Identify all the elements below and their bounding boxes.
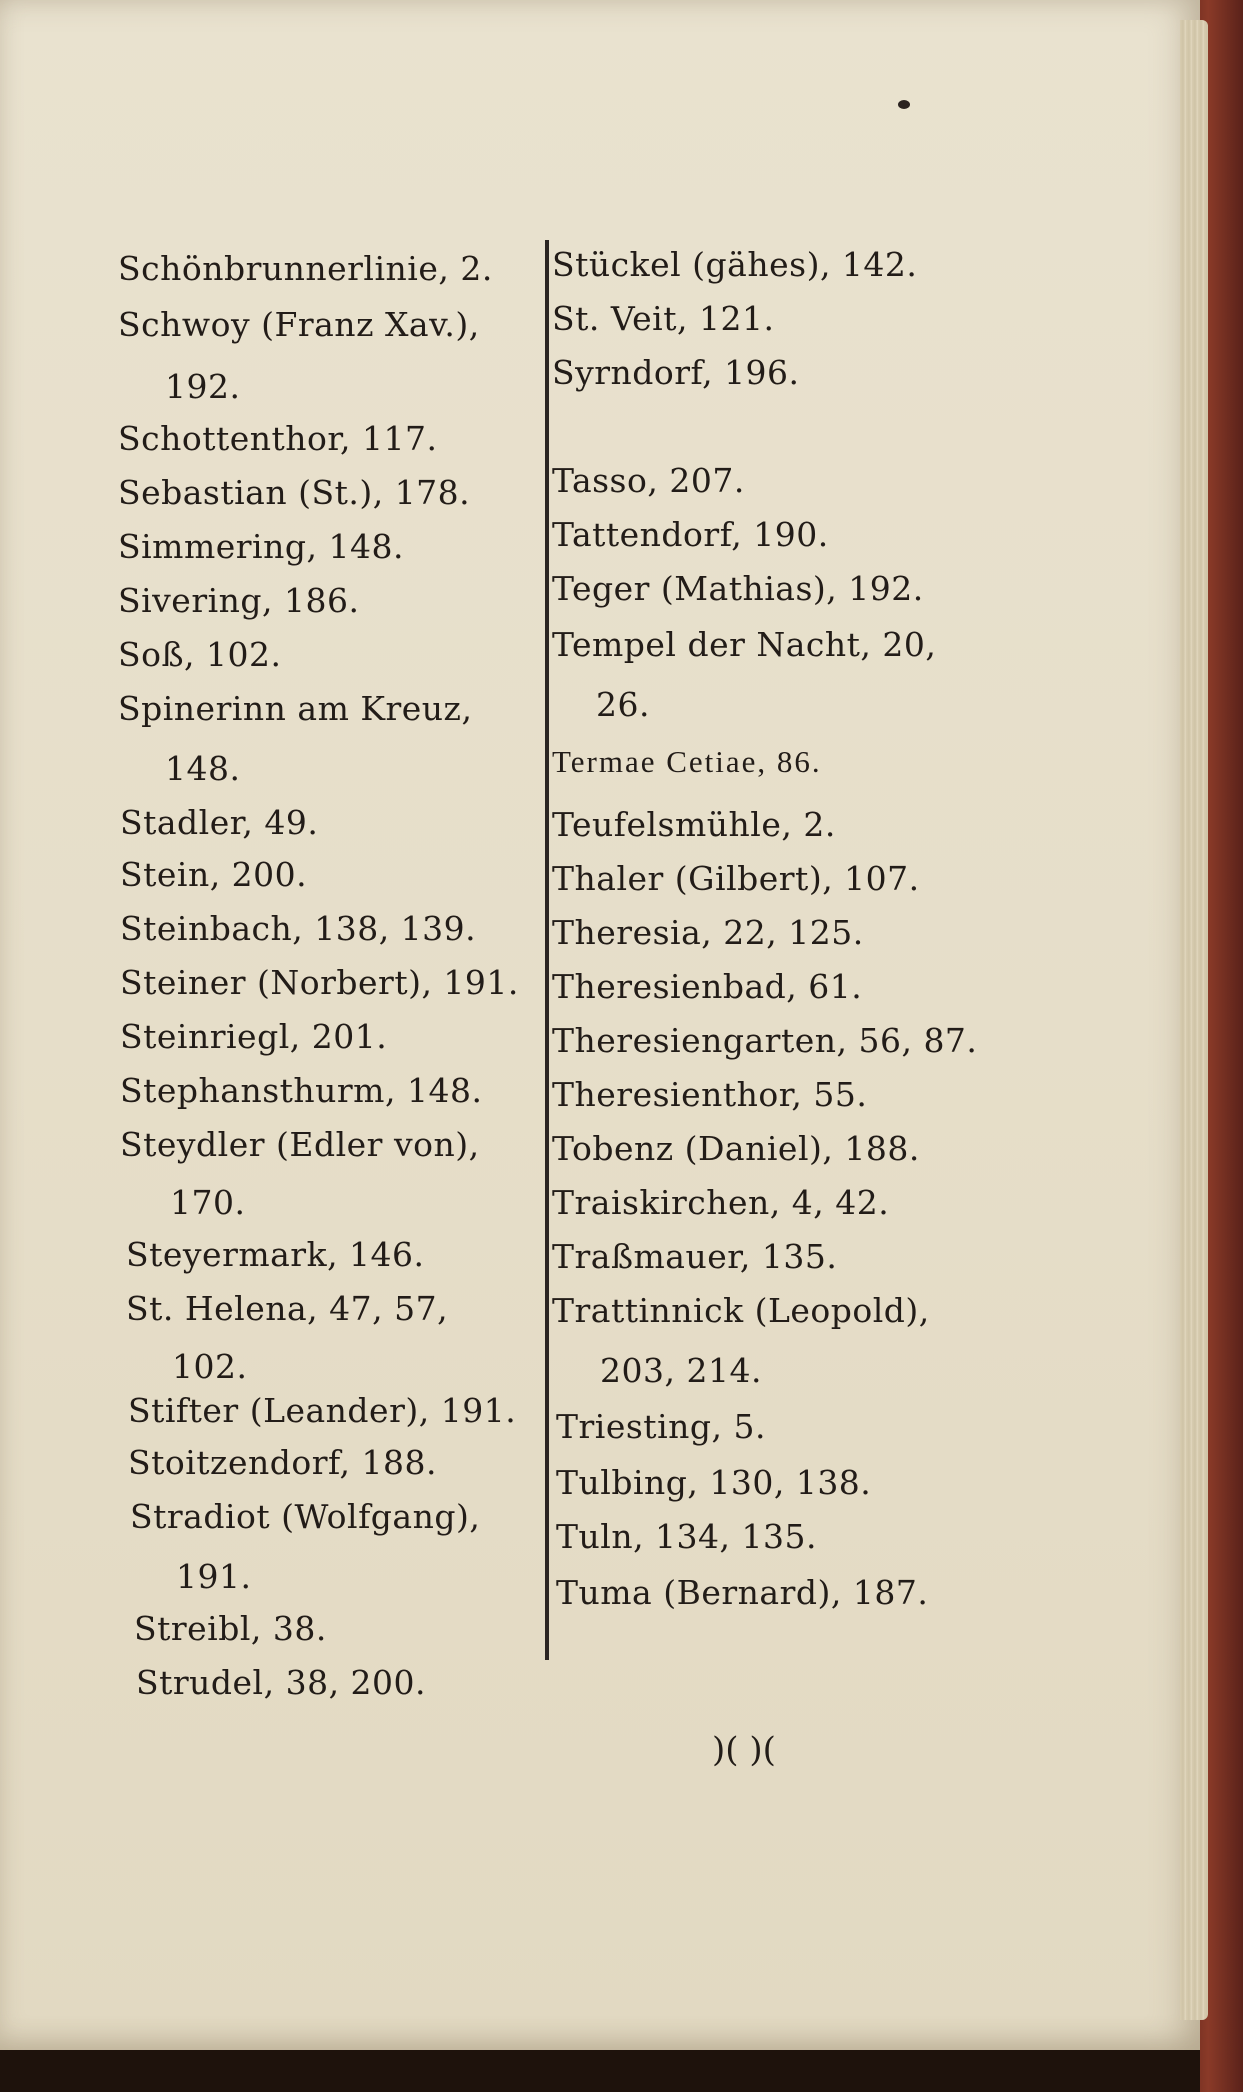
index-entry-left: Sivering, 186. xyxy=(118,581,360,620)
index-entry-left: Steinriegl, 201. xyxy=(120,1017,388,1056)
index-entry-right: Trattinnick (Leopold), xyxy=(552,1291,930,1330)
index-entry-left: Streibl, 38. xyxy=(134,1609,327,1648)
index-entry-left: Soß, 102. xyxy=(118,635,282,674)
index-entry-left: St. Helena, 47, 57, xyxy=(126,1289,449,1328)
index-entry-right: Traiskirchen, 4, 42. xyxy=(552,1183,890,1222)
index-entry-right: Tempel der Nacht, 20, xyxy=(552,625,937,664)
index-entry-left: Steydler (Edler von), xyxy=(120,1125,480,1164)
index-entry-right: Tasso, 207. xyxy=(552,461,745,500)
index-entry-left: Steyermark, 146. xyxy=(126,1235,425,1274)
index-entry-left: 192. xyxy=(165,367,241,406)
index-entry-left: 170. xyxy=(170,1183,246,1222)
index-entry-left: Simmering, 148. xyxy=(118,527,404,566)
index-entry-right: Tobenz (Daniel), 188. xyxy=(552,1129,920,1168)
index-entry-left: Spinerinn am Kreuz, xyxy=(118,689,473,728)
page-ornament: )( )( xyxy=(712,1730,776,1770)
index-entry-right: 203, 214. xyxy=(600,1351,762,1390)
index-entry-right: Tulbing, 130, 138. xyxy=(556,1463,872,1502)
ink-spot xyxy=(898,100,910,109)
index-entry-left: Stifter (Leander), 191. xyxy=(128,1391,517,1430)
index-entry-right: Thaler (Gilbert), 107. xyxy=(552,859,920,898)
index-entry-left: Steiner (Norbert), 191. xyxy=(120,963,519,1002)
index-entry-left: Sebastian (St.), 178. xyxy=(118,473,471,512)
index-entry-right: Tuln, 134, 135. xyxy=(556,1517,817,1556)
page-bottom-shadow xyxy=(0,2050,1200,2092)
index-entry-right: 26. xyxy=(596,685,650,724)
index-entry-left: Stadler, 49. xyxy=(120,803,319,842)
index-entry-right: Tattendorf, 190. xyxy=(552,515,829,554)
index-entry-right: Theresia, 22, 125. xyxy=(552,913,864,952)
index-entry-left: Stoitzendorf, 188. xyxy=(128,1443,437,1482)
index-entry-right: Theresiengarten, 56, 87. xyxy=(552,1021,978,1060)
index-entry-left: 191. xyxy=(176,1557,252,1596)
index-entry-left: Schwoy (Franz Xav.), xyxy=(118,305,480,344)
index-entry-left: Strudel, 38, 200. xyxy=(136,1663,427,1702)
index-entry-right: Theresienbad, 61. xyxy=(552,967,863,1006)
index-entry-right: Theresienthor, 55. xyxy=(552,1075,868,1114)
index-entry-left: Stephansthurm, 148. xyxy=(120,1071,483,1110)
index-entry-right: Triesting, 5. xyxy=(556,1407,766,1446)
index-entry-right: Syrndorf, 196. xyxy=(552,353,800,392)
index-entry-right: Traßmauer, 135. xyxy=(552,1237,838,1276)
index-entry-right: Termae Cetiae, 86. xyxy=(552,744,822,779)
index-entry-left: 148. xyxy=(165,749,241,788)
index-entry-left: Stein, 200. xyxy=(120,855,308,894)
index-entry-right: Stückel (gähes), 142. xyxy=(552,245,918,284)
index-entry-left: Stradiot (Wolfgang), xyxy=(130,1497,481,1536)
index-entry-left: 102. xyxy=(172,1347,248,1386)
index-entry-right: St. Veit, 121. xyxy=(552,299,775,338)
page-stack-edge xyxy=(1180,20,1208,2020)
index-entry-right: Teger (Mathias), 192. xyxy=(552,569,924,608)
index-entry-left: Schottenthor, 117. xyxy=(118,419,438,458)
index-entry-left: Schönbrunnerlinie, 2. xyxy=(118,249,493,288)
column-divider xyxy=(545,240,549,1660)
index-entry-left: Steinbach, 138, 139. xyxy=(120,909,477,948)
index-entry-right: Tuma (Bernard), 187. xyxy=(556,1573,929,1612)
index-entry-right: Teufelsmühle, 2. xyxy=(552,805,836,844)
